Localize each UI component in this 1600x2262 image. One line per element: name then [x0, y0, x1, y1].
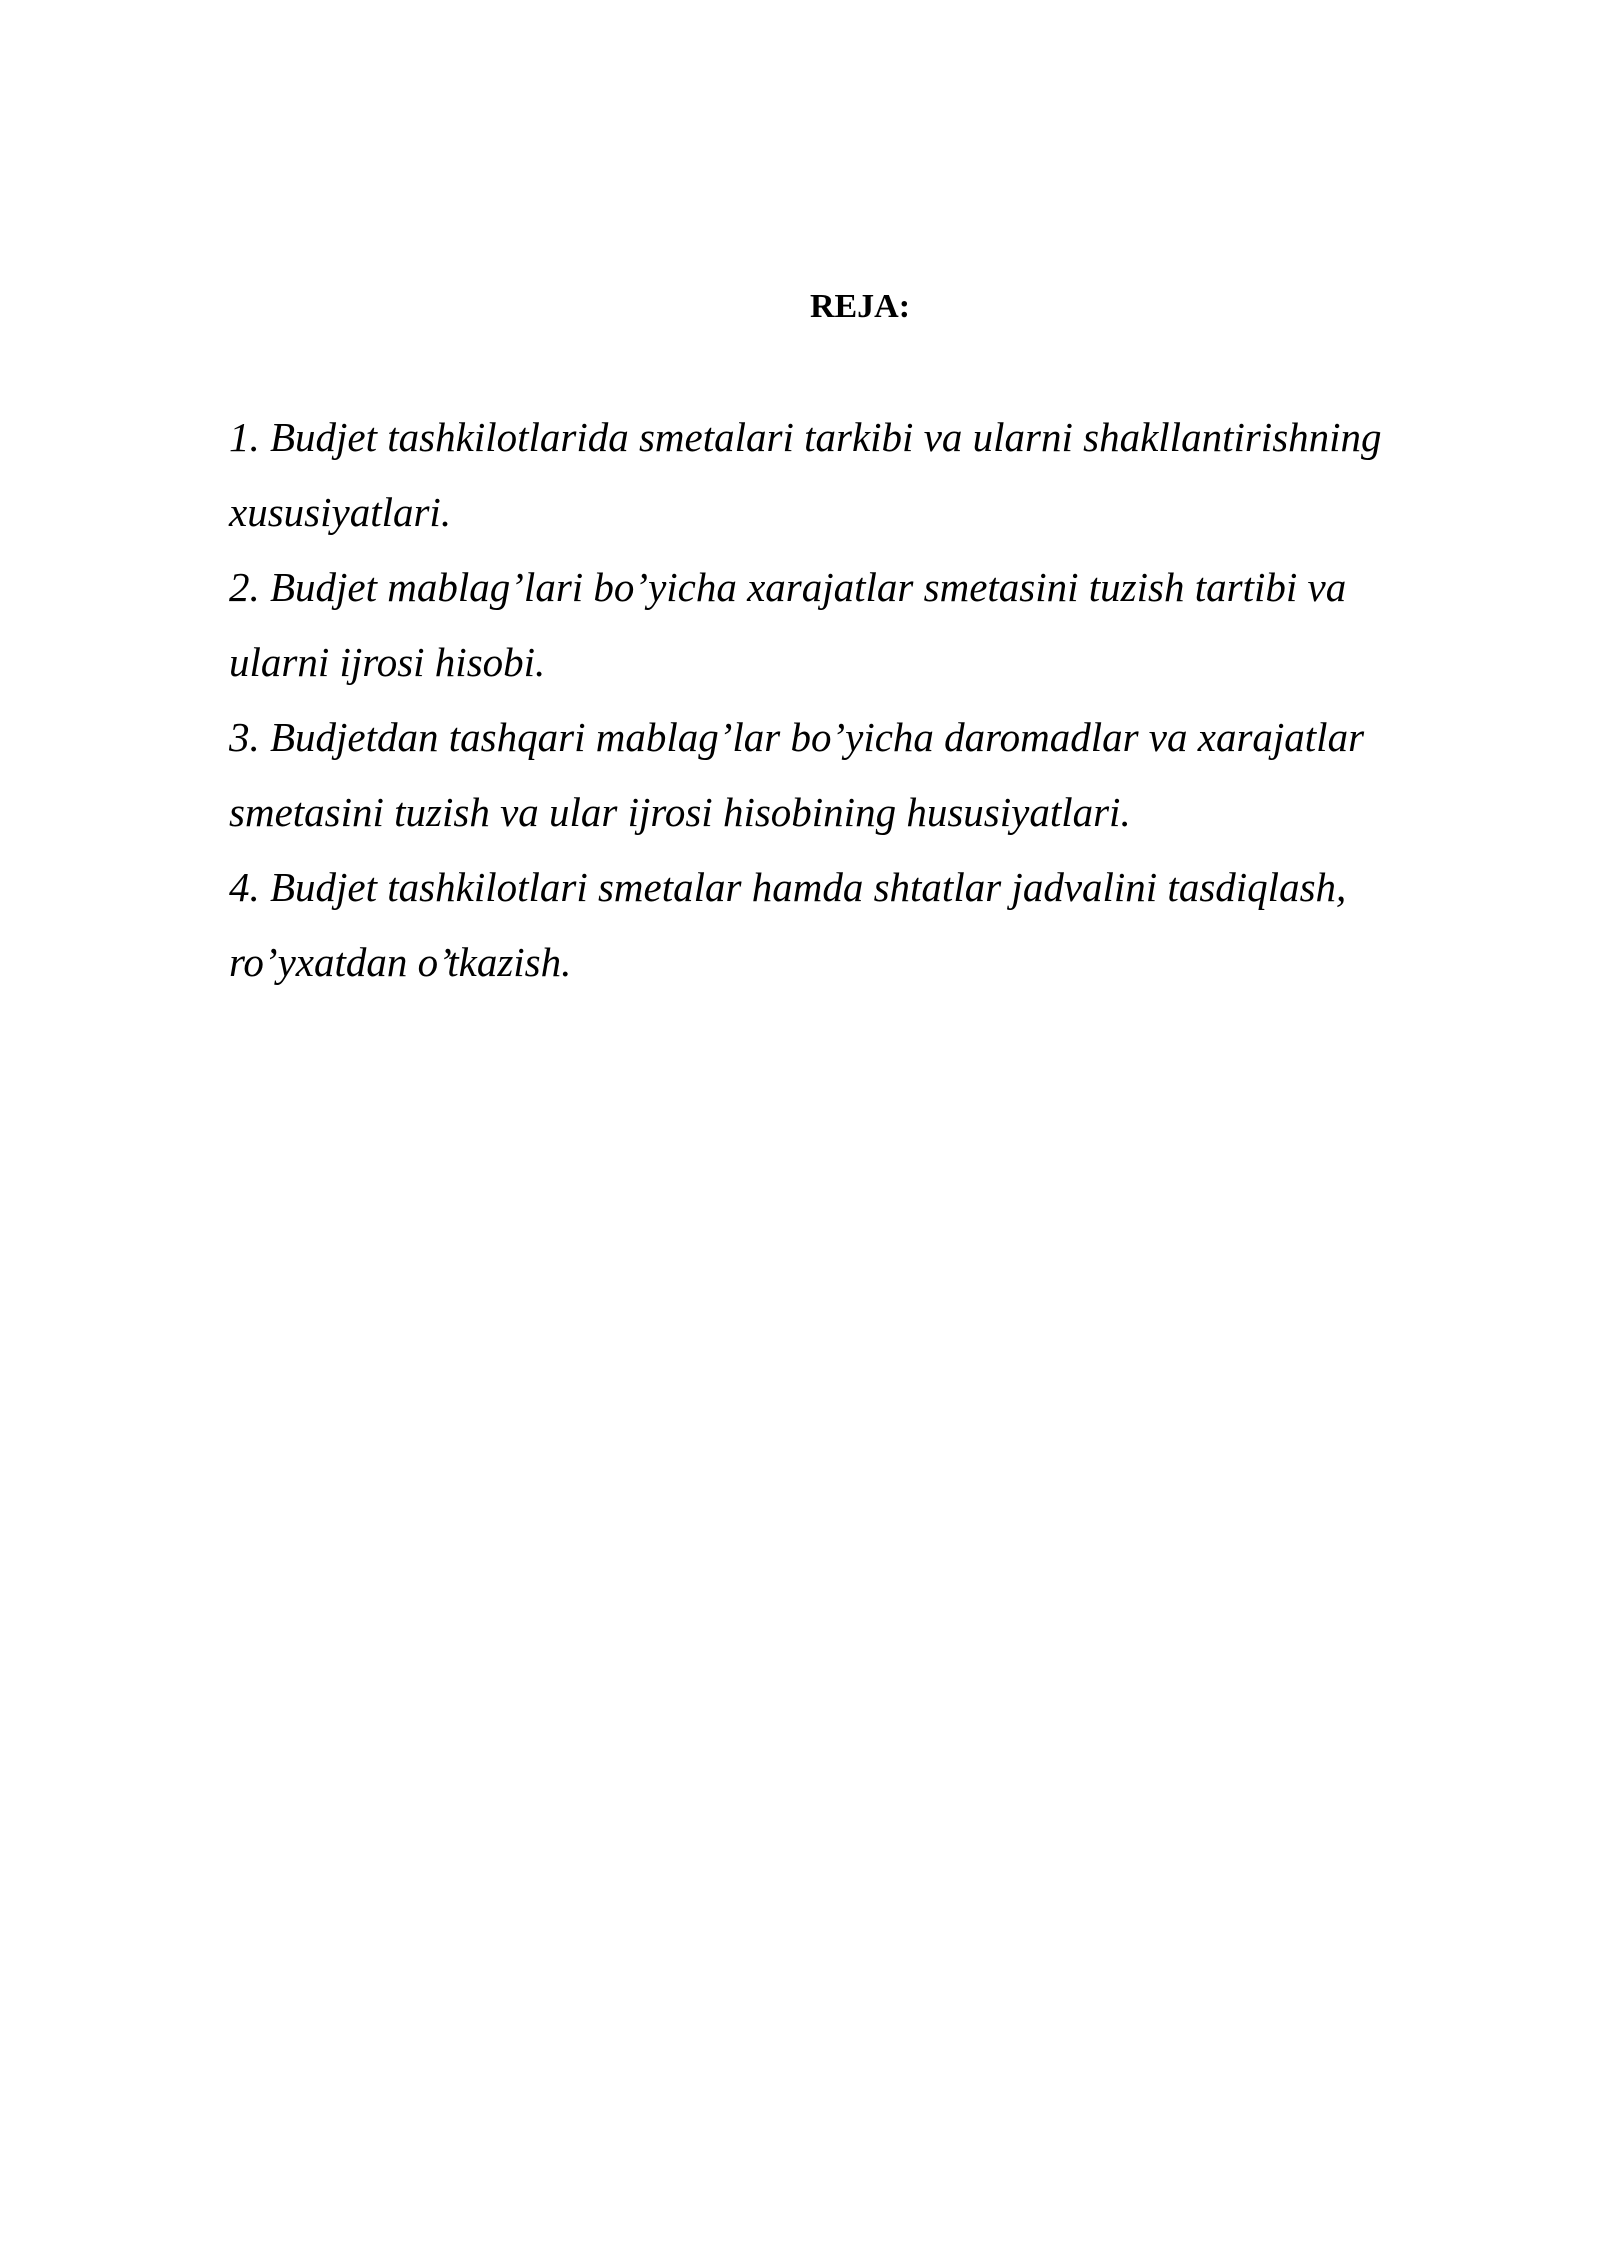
plan-list [229, 400, 1449, 1000]
page-title: REJA: [809, 288, 911, 325]
plan-item-3: 3. Budjetdan tashqari mablag’lar bo’yicha daromadlar va xarajatlar smetasini tuzish va ular ijrosi hisobining hususiyatlari. [229, 714, 1365, 835]
plan-item-1: 1. Budjet tashkilotlarida smetalari tarkibi va ularni shakllantirishning xususiyatlari. [229, 414, 1382, 535]
plan-item-4: 4. Budjet tashkilotlari smetalar hamda shtatlar jadvalini tasdiqlash, ro’yxatdan o’tkazish. [229, 864, 1347, 985]
plan-item-2: 2. Budjet mablag’lari bo’yicha xarajatlar smetasini tuzish tartibi va ularni ijrosi hisobi. [229, 564, 1347, 685]
